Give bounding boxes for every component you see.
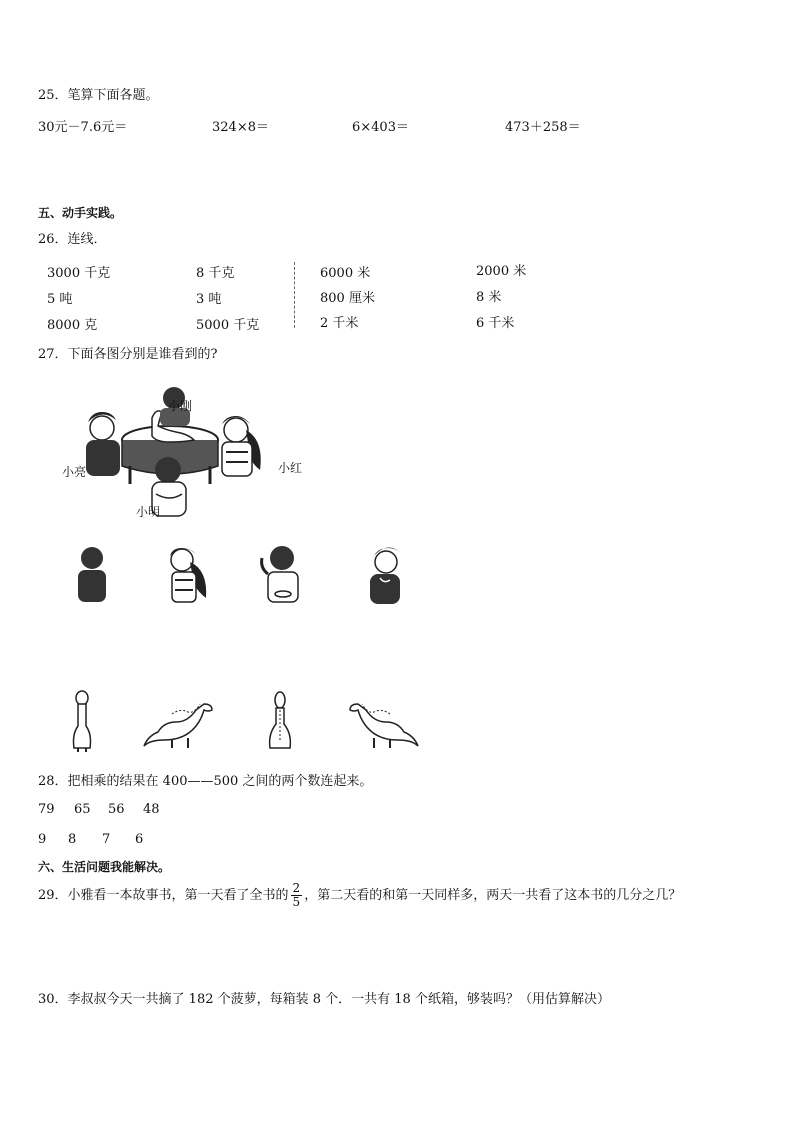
q26-left2-item-3: 5000 千克 <box>196 318 260 333</box>
q28-row1-item-3: 56 <box>108 802 125 817</box>
q28-row2-item-1: 9 <box>38 832 47 847</box>
q25-item-4: 473＋258＝ <box>505 120 581 135</box>
q28-row2-item-3: 7 <box>102 832 111 847</box>
q26-right2-item-2: 8 米 <box>476 290 502 305</box>
q26-divider <box>294 262 295 328</box>
q27-title: 27．下面各图分别是谁看到的? <box>38 347 218 362</box>
section5-title: 五、动手实践。 <box>38 206 123 220</box>
q26-left2-item-2: 3 吨 <box>196 292 222 307</box>
q26-right1-item-2: 800 厘米 <box>320 291 375 306</box>
child-view-side-girl <box>160 544 212 606</box>
q26-left1-item-2: 5 吨 <box>47 292 73 307</box>
section6-title: 六、生活问题我能解决。 <box>38 860 171 874</box>
q26-right2-item-3: 6 千米 <box>476 316 515 331</box>
q28-row1-item-1: 79 <box>38 802 55 817</box>
q28-row1-item-4: 48 <box>143 802 160 817</box>
q30-text: 30．李叔叔今天一共摘了 182 个菠萝，每箱装 8 个．一共有 18 个纸箱，够装吗？（用估算解决） <box>38 992 610 1007</box>
q28-row2-item-4: 6 <box>135 832 144 847</box>
q26-title: 26．连线． <box>38 232 107 247</box>
dinosaur-view-back <box>262 690 298 754</box>
dinosaur-view-side-left <box>342 700 420 750</box>
q28-title: 28．把相乘的结果在 400——500 之间的两个数连起来。 <box>38 774 373 789</box>
q29-text-before: 29．小雅看一本故事书，第一天看了全书的 <box>38 888 289 903</box>
q29-text <box>38 882 681 909</box>
q26-left2-item-1: 8 千克 <box>196 266 235 281</box>
q29-fraction-denominator: 5 <box>292 895 301 909</box>
q27-label-top: 小刚 <box>168 399 193 413</box>
q29-fraction-numerator: 2 <box>292 881 301 895</box>
q29-fraction <box>291 882 303 909</box>
q27-label-left: 小亮 <box>62 465 87 479</box>
child-view-side-boy <box>360 544 408 608</box>
q28-row1-item-2: 65 <box>74 802 91 817</box>
q26-right1-item-1: 6000 米 <box>320 266 371 281</box>
q29-text-after: ，第二天看的和第一天同样多，两天一共看了这本书的几分之几？ <box>304 888 682 903</box>
child-view-back <box>72 544 112 606</box>
q26-right1-item-3: 2 千米 <box>320 316 359 331</box>
q27-label-bottom: 小明 <box>136 505 161 519</box>
q25-title: 25．笔算下面各题。 <box>38 88 159 103</box>
q26-right2-item-1: 2000 米 <box>476 264 527 279</box>
q26-left1-item-1: 3000 千克 <box>47 266 111 281</box>
dinosaur-view-front <box>64 690 100 754</box>
q25-item-3: 6×403＝ <box>352 120 409 135</box>
q26-left1-item-3: 8000 克 <box>47 318 98 333</box>
q25-item-2: 324×8＝ <box>212 120 269 135</box>
q25-item-1: 30元－7.6元＝ <box>38 120 128 135</box>
q27-label-right: 小红 <box>278 461 303 475</box>
q28-row2-item-2: 8 <box>68 832 77 847</box>
dinosaur-view-side-right <box>142 700 220 750</box>
child-view-front <box>256 544 308 606</box>
